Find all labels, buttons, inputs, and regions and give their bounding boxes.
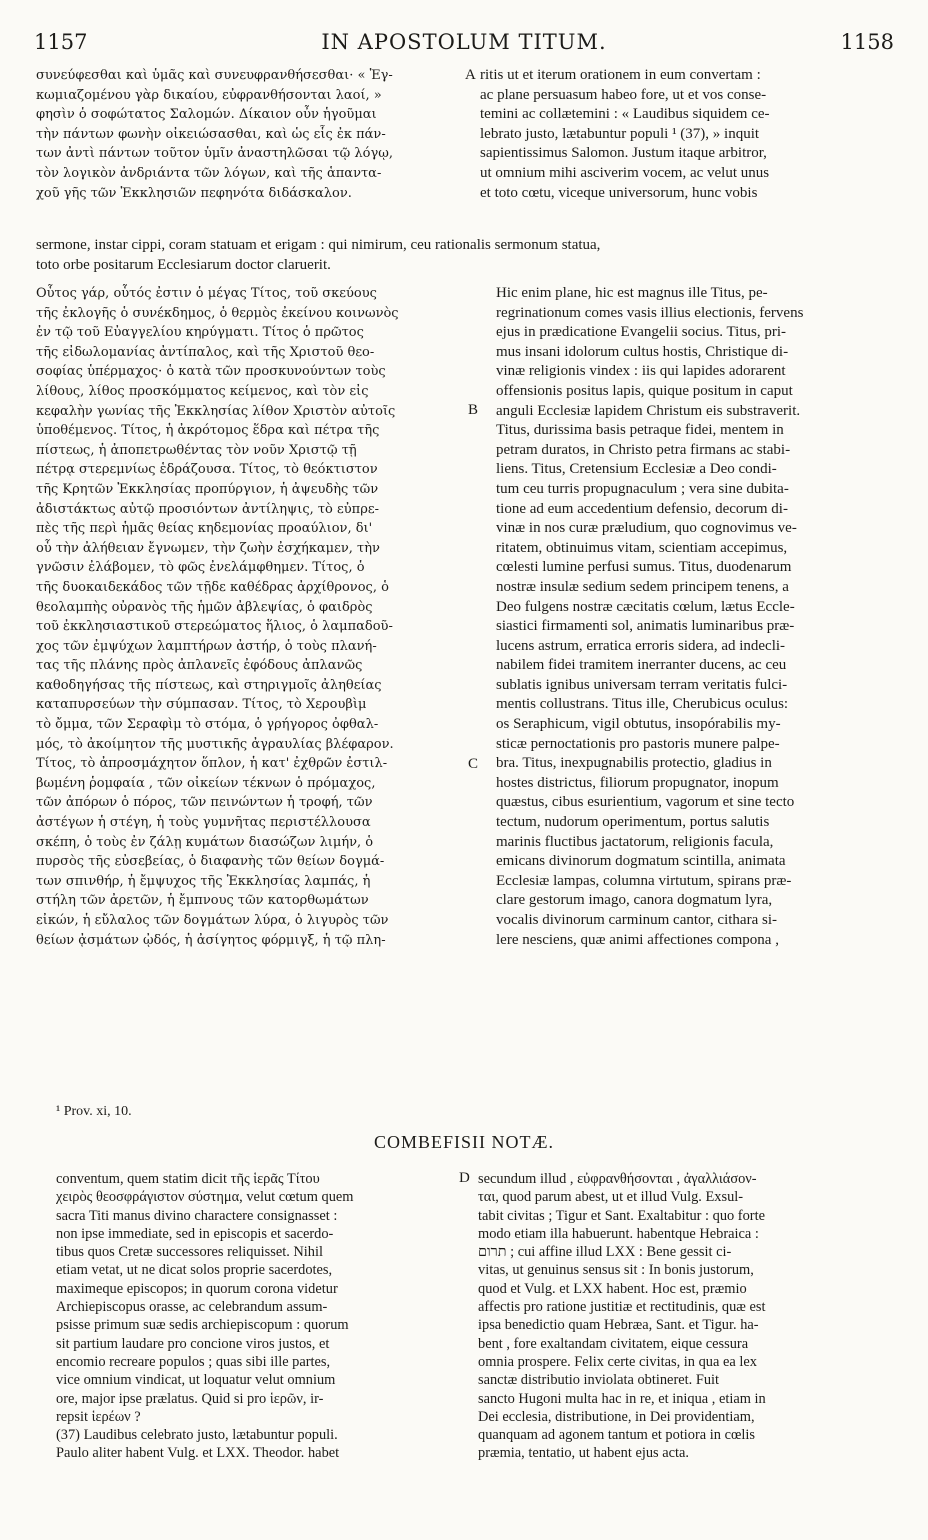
greek-text-line: ἀδιστάκτως αὐτῷ προσιόντων ἀντίληψις, τὸ εὐπρε-	[36, 501, 379, 517]
greek-text-line: οὗ τὴν ἀλήθειαν ἔγνωμεν, τὴν ζωὴν ἐσχήκαμεν, τὴν	[36, 540, 380, 556]
greek-text-line: τῆς δυοκαιδεκάδος τῶν τῇδε καθέδρας ἀρχίθρονος, ὁ	[36, 579, 389, 595]
latin-text-line: ac plane persuasum habeo fore, ut et vos conse-	[480, 86, 767, 103]
latin-text-line: mentis collustrans. Titus ille, Cherubicus oculus:	[496, 696, 789, 713]
greek-text-line: τῆς εἰδωλομανίας ἀντίπαλος, καὶ τῆς Χριστοῦ θεο-	[36, 344, 375, 360]
greek-text-line: εἰκών, ἡ εὔλαλος τῶν δογμάτων λύρα, ὁ λιγυρὸς τῶν	[36, 913, 389, 928]
latin-text-line: sapientissimus Salomon. Justum itaque arbitror,	[480, 145, 767, 162]
greek-text-line: ἐν τῷ τοῦ Εὐαγγελίου κηρύγματι. Τίτος ὁ πρῶτος	[36, 325, 364, 341]
greek-text-line: μός, τὸ ἀκοίμητον τῆς μυστικῆς ἀγραυλίας βλέφαρον.	[36, 736, 394, 752]
latin-text-line: bra. Titus, inexpugnabilis protectio, gladius in	[496, 755, 772, 772]
greek-text-line: τὸ ὄμμα, τῶν Σεραφὶμ τὸ στόμα, ὁ γρήγορος ὀφθαλ-	[36, 717, 379, 733]
latin-text-line: tione ad eum accedentium defensio, decorum di-	[496, 500, 788, 517]
note-text-line: (37) Laudibus celebrato justo, lætabuntur populi.	[56, 1427, 338, 1444]
greek-text-line: σοφίας ὑπέρμαχος· ὁ κατὰ τῶν προσκυνούντων τοὺς	[36, 364, 386, 380]
greek-text-line: ὑποθέμενος. Τίτος, ἡ ἀκρότομος ἕδρα καὶ πέτρα τῆς	[36, 423, 380, 439]
note-text-line: sit partium laudare pro concione viros justos, et	[56, 1335, 330, 1352]
greek-text-line: των σπινθήρ, ἡ ἔμψυχος τῆς Ἐκκλησίας λαμπάς, ἡ	[36, 873, 371, 889]
latin-text-line: cœlesti lumine perfusi sumus. Titus, duodenarum	[496, 559, 792, 576]
latin-text-line: ejus in prædicatione Evangelii socius. Titus, pri-	[496, 324, 786, 341]
greek-text-line: Οὗτος γάρ, οὗτός ἐστιν ὁ μέγας Τίτος, τοῦ σκεύους	[36, 286, 377, 301]
note-text-line: תרום ; cui affine illud LXX : Bene gessit ci-	[478, 1244, 732, 1261]
greek-text-line: στήλη τῶν ἀρετῶν, ἡ ἔμπνους τῶν κατορθωμάτων	[36, 893, 369, 909]
note-text-line: modo etiam illa habuerunt. habentque Hebraica :	[478, 1225, 759, 1242]
greek-text-line: χος τῶν ἐμψύχων λαμπτήρων ἀστήρ, ὁ τοὺς πλανή-	[36, 638, 377, 654]
latin-text-line: nostræ insulæ sedium sedem principem tenens, a	[496, 578, 789, 595]
latin-text-line: lucens astrum, erratica erroris sidera, ad indecli-	[496, 637, 786, 654]
notes-title: COMBEFISII NOTÆ.	[373, 1132, 554, 1152]
latin-text-line: lere nesciens, quæ animi affectiones compona ,	[496, 931, 779, 948]
latin-text-line: vinæ in nos curæ præludium, quo cognovimus ve-	[496, 520, 797, 537]
notes-column-right	[478, 1170, 894, 1463]
running-head	[34, 30, 894, 56]
latin-spanning-lines	[36, 236, 896, 275]
greek-text-line: πὲς τῆς περὶ ἡμᾶς θείας κηδεμονίας προαύλιον, δι'	[36, 521, 373, 537]
margin-marker-a: A	[465, 67, 476, 83]
greek-text-line: πυρσὸς τῆς εὐσεβείας, ὁ διαφανὴς τῶν θείων δογμά-	[36, 854, 385, 870]
note-text-line: ipsa benedictio quam Hebræa, Sant. et Tigur. ha-	[478, 1317, 759, 1334]
running-title: IN APOSTOLUM TITUM.	[321, 30, 607, 54]
latin-text-line: sublatis ignibus universam terram veritatis fulci-	[496, 676, 788, 693]
greek-column-intro	[36, 66, 464, 203]
note-text-line: ore, major ipse prælatus. Quid si pro ἱερῶν, ir-	[56, 1390, 324, 1407]
note-text-line: sacra Titi manus divino charactere consignasset :	[56, 1207, 338, 1224]
note-text-line: affectis pro ratione justitiæ et rectitudinis, quæ est	[478, 1299, 766, 1316]
greek-text-line: τας τῆς πλάνης πρὸς ἀπλανεῖς ἐφόδους ἀπλανῶς	[36, 658, 363, 674]
latin-text-line: hostes districtus, filiorum propugnator, inopum	[496, 774, 779, 791]
latin-text-line: regrinationum comes vasis illius electionis, fervens	[496, 304, 804, 321]
note-text-line: Archiepiscopus orasse, ac celebrandum assum-	[56, 1299, 328, 1316]
note-text-line: omnia prospere. Felix certe civitas, in qua ea lex	[478, 1353, 757, 1370]
note-text-line: præmia, tentatio, ut habent ejus acta.	[478, 1445, 689, 1462]
greek-text-line: φησὶν ὁ σοφώτατος Σαλομών. Δίκαιον οὖν ἡγοῦμαι	[36, 107, 377, 123]
latin-text-line: sermone, instar cippi, coram statuam et erigam : qui nimirum, ceu rationalis sermonum statua,	[36, 237, 601, 253]
latin-text-line: Deo fulgens nostræ cæcitatis cœlum, lætus Eccle-	[496, 598, 795, 615]
page-number-right: 1158	[840, 30, 894, 54]
margin-marker-d: D	[459, 1170, 470, 1186]
note-text-line: tibus quos Cretæ successores reliquisset. Nihil	[56, 1244, 323, 1261]
greek-text-line: τὸν λογικὸν ἀνδριάντα τῶν λόγων, καὶ τῆς ἁπαντα-	[36, 165, 382, 181]
latin-text-line: anguli Ecclesiæ lapidem Christum eis substraverit.	[496, 402, 801, 419]
latin-text-line: nabilem fidei tramitem inerranter ducens, ac ceu	[496, 657, 787, 674]
latin-text-line: quæstus, cibus esurientium, vagorum et sine tecto	[496, 794, 795, 811]
latin-column-intro	[480, 66, 892, 203]
note-text-line: non ipse immediate, sed in episcopis et sacerdo-	[56, 1225, 334, 1242]
note-text-line: repsit ἱερέων ?	[56, 1408, 141, 1425]
greek-text-line: σκέπη, ὁ τοὺς ἐν ζάλῃ κυμάτων διασώζων λιμήν, ὁ	[36, 834, 374, 850]
latin-text-line: marinis fluctibus jactatorum, religionis facula,	[496, 833, 774, 850]
greek-text-line: συνεύφεσθαι καὶ ὑμᾶς καὶ συνευφρανθήσεσθαι· « Ἐγ-	[36, 68, 393, 83]
latin-text-line: offensionis positus lapis, quique positum in caput	[496, 382, 793, 399]
note-text-line: sanctæ distributio inviolata obtineret. Fuit	[478, 1372, 720, 1389]
latin-text-line: tectum, nudorum operimentum, portus salutis	[496, 814, 770, 831]
latin-text-line: Ecclesiæ lampas, columna virtutum, spirans præ-	[496, 872, 792, 889]
greek-text-line: τῆς ἐκλογῆς ὁ συνέκδημος, ὁ θερμὸς ἐκείνου κοινωνὸς	[36, 305, 399, 321]
latin-text-line: vocalis divinorum carminum cantor, cithara si-	[496, 912, 777, 928]
note-text-line: vitas, ut genuinus sensus sit : In bonis justorum,	[478, 1262, 754, 1279]
latin-text-line: ritatem, obtinuimus vitam, scientiam accepimus,	[496, 539, 788, 556]
footnote: ¹ Prov. xi, 10.	[56, 1104, 132, 1119]
note-text-line: bent , fore exaltandam civitatem, eique cessura	[478, 1335, 749, 1352]
page-number-left: 1157	[34, 30, 88, 54]
greek-text-line: καθοδηγήσας τῆς πίστεως, καὶ στηριγμοῖς ἀληθείας	[36, 677, 382, 693]
notes-column-left	[56, 1170, 452, 1463]
greek-text-line: πίστεως, ἡ ἀποπετρωθέντας τὸν νοῦν Χριστῷ τῇ	[36, 442, 357, 458]
latin-text-line: mus insani idolorum cultus hostis, Christique di-	[496, 343, 789, 360]
greek-text-line: Τίτος, τὸ ἀπροσμάχητον ὅπλον, ἡ κατ' ἐχθρῶν ἐστιλ-	[36, 756, 388, 772]
latin-text-line: os Seraphicum, vigil obtutus, insopórabilis my-	[496, 716, 781, 733]
note-text-line: ται, quod parum abest, ut et illud Vulg. Exsul-	[478, 1189, 744, 1206]
latin-text-line: clare gestorum imago, canora dogmatum lyra,	[496, 892, 773, 909]
latin-text-line: liens. Titus, Cretensium Ecclesiæ a Deo condi-	[496, 461, 777, 478]
latin-text-line: tum ceu turris propugnaculum ; vera sine dubita-	[496, 480, 789, 497]
greek-text-line: χοῦ γῆς τῶν Ἐκκλησιῶν πεφηνότα διδάσκαλον.	[36, 185, 352, 201]
note-text-line: χειρὸς θεοσφράγιστον σύστημα, velut cœtum quem	[56, 1189, 354, 1206]
margin-marker-c: C	[468, 756, 479, 772]
latin-text-line: et toto cœtu, viceque universorum, hunc vobis	[480, 184, 758, 201]
greek-text-line: κωμιαζομένου γὰρ δικαίου, εὐφρανθήσονται λαοί, »	[36, 87, 382, 103]
note-text-line: maximeque episcopos; in quorum corona videtur	[56, 1280, 338, 1297]
latin-text-line: vinæ religionis vindex : iis qui lapides adorarent	[496, 363, 786, 380]
note-text-line: quanquam ad agonem tantum et potiora in cœlis	[478, 1427, 755, 1444]
latin-text-line: petram duratos, in Christo petra firmans ac stabi-	[496, 441, 791, 458]
greek-text-line: τὴν πάντων φωνὴν οἰκειώσασθαι, καὶ ὡς εἷς ἐκ πάν-	[36, 126, 386, 142]
greek-text-line: των ἀντὶ πάντων τοῦτον ὑμῖν ἀναστηλῶσαι τῷ λόγῳ,	[36, 146, 393, 162]
greek-text-line: τῶν ἀπόρων ὁ πόρος, τῶν πεινώντων ἡ τροφή, τῶν	[36, 795, 373, 811]
greek-text-line: λίθους, λίθος προσκόμματος κείμενος, καὶ τὸν εἰς	[36, 383, 369, 399]
greek-text-line: τοῦ ἐκκλησιαστικοῦ στερεώματος ἥλιος, ὁ λαμπαδοῦ-	[36, 619, 393, 635]
greek-text-line: καταπυρσεύων τὴν σύμπασαν. Τίτος, τὸ Χερουβὶμ	[36, 697, 367, 713]
latin-text-line: Hic enim plane, hic est magnus ille Titus, pe-	[496, 285, 768, 301]
latin-text-line: ritis ut et iterum orationem in eum convertam :	[480, 67, 761, 83]
latin-text-line: siastici firmamenti sol, animatis luminaribus præ-	[496, 618, 795, 635]
latin-column-main	[496, 284, 892, 950]
greek-text-line: ἀστέγων ἡ στέγη, ἡ τοὺς γυμνῆτας περιστέλλουσα	[36, 815, 371, 831]
latin-text-line: sticæ pernoctationis pro pastoris munere palpe-	[496, 735, 780, 752]
greek-text-line: θείων ᾀσμάτων ᾠδός, ἡ ἀσίγητος φόρμιγξ, ἡ τῷ πλη-	[36, 932, 386, 948]
note-text-line: secundum illud , εὐφρανθήσονται , ἀγαλλιάσον-	[478, 1171, 757, 1187]
latin-text-line: temini ac collætemini : « Laudibus siquidem ce-	[480, 106, 770, 123]
margin-marker-b: B	[468, 402, 479, 418]
note-text-line: quod et Vulg. et LXX habent. Hoc est, præmio	[478, 1280, 747, 1297]
greek-text-line: πέτρᾳ στερεμνίως ἑδράζουσα. Τίτος, τὸ θεόκτιστον	[36, 462, 378, 478]
greek-text-line: τῆς Κρητῶν Ἐκκλησίας προπύργιον, ἡ ἀψευδὴς τῶν	[36, 481, 379, 497]
latin-text-line: Titus, durissima basis petraque fidei, mentem in	[496, 422, 784, 439]
note-text-line: etiam vetat, ut ne dicat solos proprie sacerdotes,	[56, 1262, 333, 1279]
greek-column-main	[36, 284, 464, 950]
latin-text-line: toto orbe positarum Ecclesiarum doctor claruerit.	[36, 256, 331, 273]
note-text-line: encomio recreare populos ; quas sibi ille partes,	[56, 1353, 331, 1370]
greek-text-line: γνῶσιν ἐλάβομεν, τὸ φῶς ἐνελάμφθημεν. Τίτος, ὁ	[36, 560, 365, 576]
note-text-line: psisse primum suæ sedis archiepiscopum : quorum	[56, 1317, 349, 1334]
note-text-line: Dei ecclesia, distributione, in Dei providentiam,	[478, 1408, 755, 1425]
greek-text-line: κεφαλὴν γωνίας τῆς Ἐκκλησίας λίθον Χριστὸν αὐτοῖς	[36, 403, 396, 419]
note-text-line: conventum, quem statim dicit τῆς ἱερᾶς Τίτου	[56, 1171, 320, 1187]
note-text-line: tabit civitas ; Tigur et Sant. Exaltabitur : quo forte	[478, 1207, 765, 1224]
latin-text-line: ut omnium mihi asciverim vocem, ac velut unus	[480, 164, 770, 181]
greek-text-line: θεολαμπὴς οὐρανὸς τῆς ἡμῶν ἀβλεψίας, ὁ φαιδρὸς	[36, 599, 373, 615]
latin-text-line: emicans divinorum dogmatum scintilla, animata	[496, 853, 786, 870]
note-text-line: sancto Hugoni multa hac in re, et iniqua , etiam in	[478, 1390, 766, 1407]
note-text-line: Paulo aliter habent Vulg. et LXX. Theodor. habet	[56, 1445, 340, 1462]
greek-text-line: βωμένη ῥομφαία , τῶν οἰκείων τέκνων ὁ πρόμαχος,	[36, 775, 376, 791]
latin-text-line: lebrato justo, lætabuntur populi ¹ (37), » inquit	[480, 125, 760, 142]
note-text-line: vice omnium vindicat, ut loquatur velut omnium	[56, 1372, 336, 1389]
